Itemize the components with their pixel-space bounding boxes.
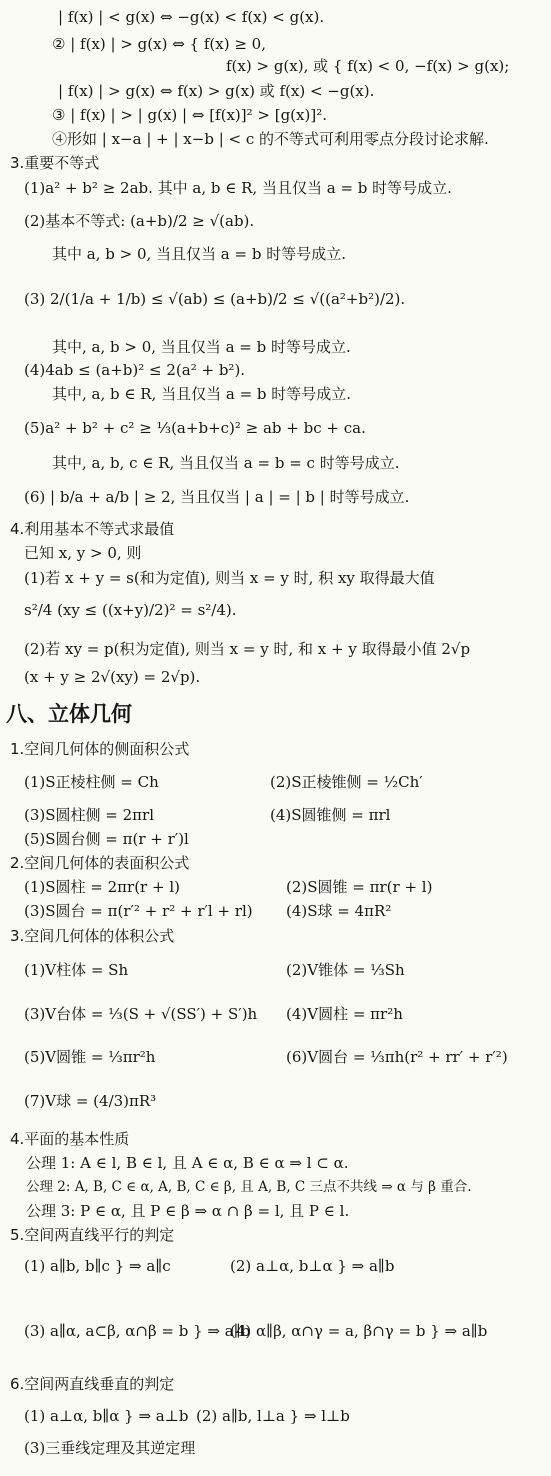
surface-area-frustum: (3)S圆台 = π(r′² + r² + r′l + rl): [24, 902, 253, 920]
parallel-criterion-2: (2) a⊥α, b⊥α } ⇒ a∥b: [230, 1257, 395, 1275]
inequality-4: (4)4ab ≤ (a+b)² ≤ 2(a² + b²).: [24, 361, 246, 379]
perpendicular-lines-heading: 6.空间两直线垂直的判定: [10, 1375, 175, 1393]
abs-inequality-2-case-b: f(x) > g(x), 或 { f(x) < 0, −f(x) > g(x);: [226, 57, 510, 75]
inequality-6: (6) | b/a + a/b | ≥ 2, 当且仅当 | a | = | b | 时等号成立.: [24, 488, 410, 506]
section-4-given: 已知 x, y > 0, 则: [24, 544, 142, 562]
min-value-formula: (x + y ≥ 2√(xy) = 2√p).: [24, 668, 201, 686]
perpendicular-criterion-1: (1) a⊥α, b∥α } ⇒ a⊥b: [24, 1407, 189, 1425]
axiom-3: 公理 3: P ∈ α, 且 P ∈ β ⇒ α ∩ β = l, 且 P ∈ l.: [26, 1202, 350, 1220]
inequality-2-note: 其中 a, b > 0, 当且仅当 a = b 时等号成立.: [52, 245, 346, 263]
volume-cone: (5)V圆锥 = ⅓πr²h: [24, 1048, 156, 1066]
surface-area-sphere: (4)S球 = 4πR²: [286, 902, 392, 920]
abs-inequality-line-1: | f(x) | < g(x) ⇔ −g(x) < f(x) < g(x).: [58, 8, 325, 26]
volume-frustum: (3)V台体 = ⅓(S + √(SS′) + S′)h: [24, 1005, 258, 1023]
lateral-area-heading: 1.空间几何体的侧面积公式: [10, 740, 190, 758]
lateral-area-frustum: (5)S圆台侧 = π(r + r′)l: [24, 830, 189, 848]
parallel-lines-heading: 5.空间两直线平行的判定: [10, 1226, 175, 1244]
parallel-criterion-4: (4) α∥β, α∩γ = a, β∩γ = b } ⇒ a∥b: [230, 1322, 488, 1340]
lateral-area-pyramid: (2)S正棱锥侧 = ½Ch′: [270, 773, 423, 791]
plane-properties-heading: 4.平面的基本性质: [10, 1130, 130, 1148]
inequality-5-note: 其中, a, b, c ∈ R, 当且仅当 a = b = c 时等号成立.: [52, 454, 400, 472]
part-8-title: 八、立体几何: [6, 702, 132, 726]
abs-inequality-line-3: | f(x) | > g(x) ⇔ f(x) > g(x) 或 f(x) < −g(x).: [58, 82, 375, 100]
surface-area-heading: 2.空间几何体的表面积公式: [10, 854, 190, 872]
axiom-2: 公理 2: A, B, C ∈ α, A, B, C ∈ β, 且 A, B, C 三点不共线 ⇒ α 与 β 重合.: [26, 1179, 472, 1195]
abs-inequality-line-5: ④形如 | x−a | + | x−b | < c 的不等式可利用零点分段讨论求解.: [52, 130, 489, 148]
inequality-2: (2)基本不等式: (a+b)/2 ≥ √(ab).: [24, 212, 255, 230]
volume-sphere: (7)V球 = (4/3)πR³: [24, 1092, 157, 1110]
inequality-1: (1)a² + b² ≥ 2ab. 其中 a, b ∈ R, 当且仅当 a = b 时等号成立.: [24, 179, 452, 197]
volume-frustum-circular: (6)V圆台 = ⅓πh(r² + rr′ + r′²): [286, 1048, 508, 1066]
lateral-area-prism: (1)S正棱柱侧 = Ch: [24, 773, 159, 791]
abs-inequality-2-case-a: ② | f(x) | > g(x) ⇔ { f(x) ≥ 0,: [52, 35, 266, 53]
surface-area-cone: (2)S圆锥 = πr(r + l): [286, 878, 433, 896]
inequality-3-note: 其中, a, b > 0, 当且仅当 a = b 时等号成立.: [52, 338, 351, 356]
max-value-rule: (1)若 x + y = s(和为定值), 则当 x = y 时, 积 xy 取得最大值: [24, 569, 435, 587]
section-4-heading: 4.利用基本不等式求最值: [10, 520, 175, 538]
lateral-area-cone: (4)S圆锥侧 = πrl: [270, 806, 391, 824]
axiom-1: 公理 1: A ∈ l, B ∈ l, 且 A ∈ α, B ∈ α ⇒ l ⊂ α.: [26, 1154, 349, 1172]
parallel-criterion-3: (3) a∥α, a⊂β, α∩β = b } ⇒ a∥b: [24, 1322, 251, 1340]
perpendicular-criterion-2: (2) a∥b, l⊥a } ⇒ l⊥b: [196, 1407, 350, 1425]
volume-heading: 3.空间几何体的体积公式: [10, 927, 175, 945]
parallel-criterion-1: (1) a∥b, b∥c } ⇒ a∥c: [24, 1257, 171, 1275]
volume-cylinder: (4)V圆柱 = πr²h: [286, 1005, 403, 1023]
section-3-heading: 3.重要不等式: [10, 154, 100, 172]
inequality-5: (5)a² + b² + c² ≥ ⅓(a+b+c)² ≥ ab + bc + ca.: [24, 419, 366, 437]
inequality-4-note: 其中, a, b ∈ R, 当且仅当 a = b 时等号成立.: [52, 385, 352, 403]
volume-prism: (1)V柱体 = Sh: [24, 961, 129, 979]
volume-pyramid: (2)V锥体 = ⅓Sh: [286, 961, 405, 979]
max-value-formula: s²/4 (xy ≤ ((x+y)/2)² = s²/4).: [24, 601, 237, 619]
surface-area-cylinder: (1)S圆柱 = 2πr(r + l): [24, 878, 180, 896]
lateral-area-cylinder: (3)S圆柱侧 = 2πrl: [24, 806, 154, 824]
three-perpendiculars-theorem: (3)三垂线定理及其逆定理: [24, 1439, 196, 1457]
inequality-3: (3) 2/(1/a + 1/b) ≤ √(ab) ≤ (a+b)/2 ≤ √((a²+b²)/2).: [24, 290, 406, 308]
min-value-rule: (2)若 xy = p(积为定值), 则当 x = y 时, 和 x + y 取得最小值 2√p: [24, 640, 471, 658]
abs-inequality-line-4: ③ | f(x) | > | g(x) | ⇔ [f(x)]² > [g(x)]².: [52, 106, 327, 124]
